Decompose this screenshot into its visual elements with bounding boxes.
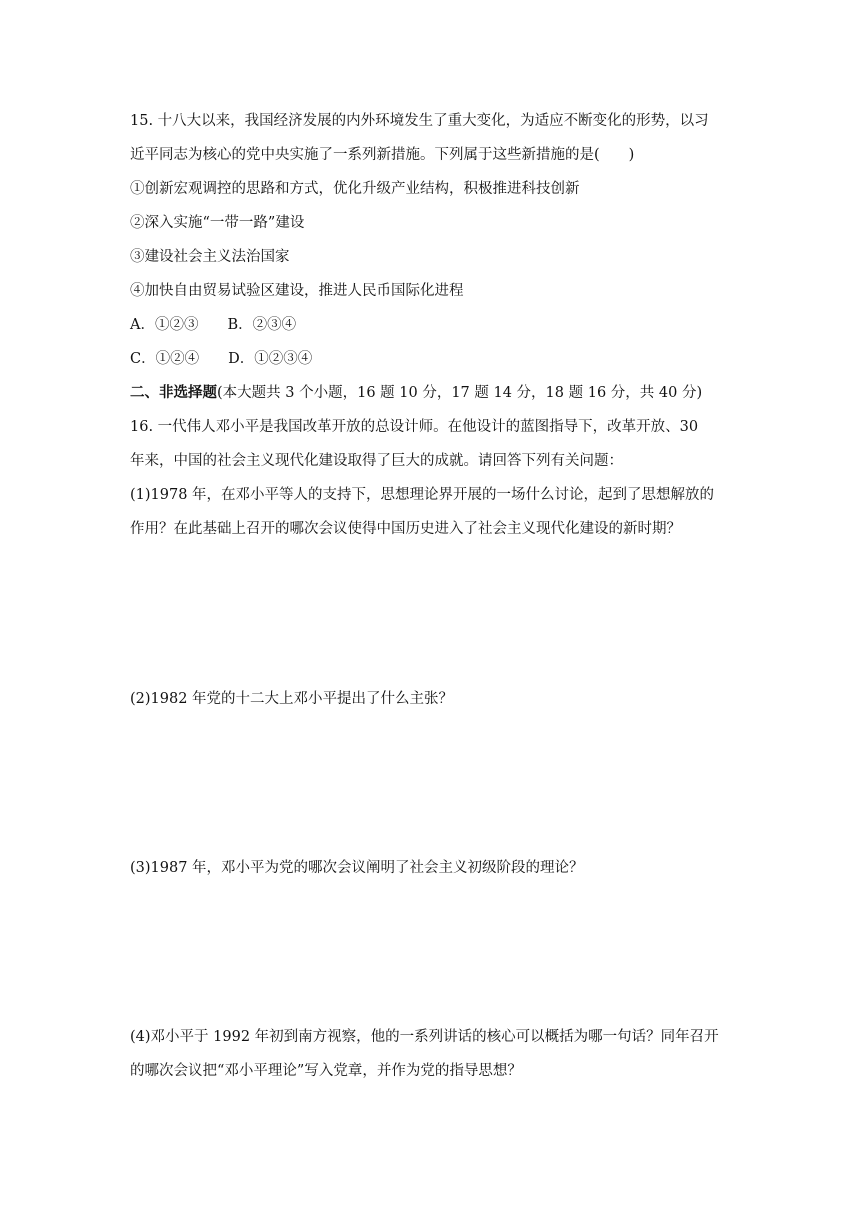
q16-part-1-line-1: (1)1978 年，在邓小平等人的支持下，思想理论界开展的一场什么讨论，起到了思想解放的: [130, 487, 715, 503]
q16-part-1-line-2: 作用？在此基础上召开的哪次会议使得中国历史进入了社会主义现代化建设的新时期？: [130, 521, 681, 537]
q15-stem-line-1: 15. 十八大以来，我国经济发展的内外环境发生了重大变化，为适应不断变化的形势，以习: [130, 113, 709, 129]
section-2-title: 二、非选择题: [130, 384, 217, 401]
q16-part-2: (2)1982 年党的十二大上邓小平提出了什么主张？: [130, 691, 454, 707]
q16-part-4-line-1: (4)邓小平于 1992 年初到南方视察，他的一系列讲话的核心可以概括为哪一句话？同年召开: [130, 1029, 719, 1045]
q15-options-cd: C．①②④ D．①②③④: [130, 351, 313, 367]
q15-item-3: ③建设社会主义法治国家: [130, 249, 290, 265]
q15-item-4: ④加快自由贸易试验区建设，推进人民币国际化进程: [130, 283, 464, 299]
section-2-note: (本大题共 3 个小题，16 题 10 分，17 题 14 分，18 题 16 分，共 40 分): [217, 385, 703, 401]
q15-options-ab: A．①②③ B．②③④: [130, 317, 297, 333]
q16-intro-line-2: 年来，中国的社会主义现代化建设取得了巨大的成就。请回答下列有关问题：: [130, 453, 623, 469]
q15-item-1: ①创新宏观调控的思路和方式，优化升级产业结构，积极推进科技创新: [130, 181, 580, 197]
q15-item-2: ②深入实施“一带一路”建设: [130, 215, 305, 231]
q15-stem-line-2: 近平同志为核心的党中央实施了一系列新措施。下列属于这些新措施的是( ): [130, 147, 635, 163]
q16-part-4-line-2: 的哪次会议把“邓小平理论”写入党章，并作为党的指导思想？: [130, 1063, 522, 1079]
q16-part-3: (3)1987 年，邓小平为党的哪次会议阐明了社会主义初级阶段的理论？: [130, 860, 584, 876]
q16-intro-line-1: 16. 一代伟人邓小平是我国改革开放的总设计师。在他设计的蓝图指导下，改革开放、30: [130, 419, 699, 435]
section-2-heading: [130, 382, 740, 404]
